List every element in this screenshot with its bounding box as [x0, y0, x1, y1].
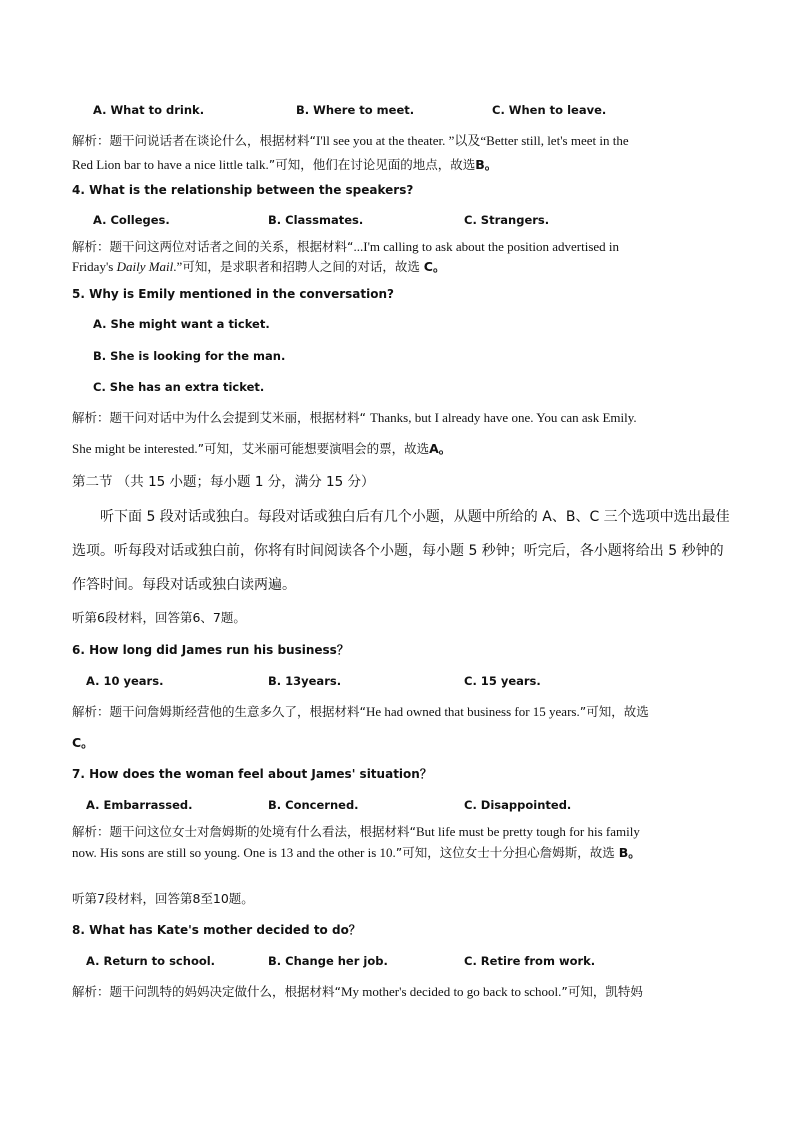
q4-question: 4. What is the relationship between the speakers? [72, 183, 414, 197]
q8-option-b[interactable]: B. Change her job. [268, 954, 388, 968]
explanation-text: 解析：题干问对话中为什么会提到艾米丽，根据材料“ [72, 410, 370, 425]
quoted-material: My mother's decided to go back to school. [340, 984, 562, 999]
explanation-text: 解析：题干问詹姆斯经营他的生意多久了，根据材料“ [72, 704, 366, 719]
quoted-material: He had owned that business for 15 years. [365, 704, 580, 719]
q5-explanation-line-1 [72, 410, 637, 426]
quoted-material: now. His sons are still so young. One is 13 and the other is 10. [72, 845, 396, 860]
answer-letter: B。 [618, 845, 641, 860]
q5-explanation-line-2 [72, 441, 451, 457]
explanation-text: 解析：题干问这位女士对詹姆斯的处境有什么看法，根据材料“ [72, 824, 416, 839]
explanation-text: ”可知，故选 [579, 704, 649, 719]
q4-option-c[interactable]: C. Strangers. [464, 213, 550, 227]
quoted-material: Red Lion bar to have a nice little talk. [72, 157, 269, 172]
section-2-instructions-line-2: 选项。听每段对话或独白前，你将有时间阅读各个小题，每小题 5 秒钟；听完后，各小题将给出 5 秒钟的 [72, 543, 724, 559]
q3-explanation-line-1 [72, 133, 629, 149]
q7-explanation-line-1 [72, 824, 640, 840]
q4-option-a[interactable]: A. Colleges. [93, 213, 170, 227]
quoted-material: But life must be pretty tough for his family [415, 824, 640, 839]
section-2-instructions-line-1: 听下面 5 段对话或独白。每段对话或独白后有几个小题，从题中所给的 A、B、C 三个选项中选出最佳 [100, 509, 730, 525]
answer-letter: A。 [429, 441, 452, 456]
explanation-text: ”可知，他们在讨论见面的地点，故选 [268, 157, 476, 172]
q5-option-a[interactable]: A. She might want a ticket. [93, 317, 270, 331]
q7-option-b[interactable]: B. Concerned. [268, 798, 359, 812]
q5-option-c[interactable]: C. She has an extra ticket. [93, 380, 265, 394]
q6-explanation-line-1 [72, 704, 649, 720]
explanation-text: ”可知，凯特妈 [561, 984, 643, 999]
q4-explanation-line-1 [72, 239, 619, 255]
newspaper-title: Daily Mail [116, 259, 174, 274]
q6-explanation-line-2 [72, 735, 94, 751]
q4-option-b[interactable]: B. Classmates. [268, 213, 364, 227]
q7-question: 7. How does the woman feel about James' situation？ [72, 767, 432, 781]
explanation-text: 解析：题干问凯特的妈妈决定做什么，根据材料“ [72, 984, 341, 999]
explanation-text: 解析：题干问说话者在谈论什么，根据材料“ [72, 133, 316, 148]
explanation-text: 解析：题干问这两位对话者之间的关系，根据材料“ [72, 239, 354, 254]
q7-explanation-line-2 [72, 845, 641, 861]
q6-question: 6. How long did James run his business？ [72, 643, 349, 657]
section-2-heading: 第二节 （共 15 小题；每小题 1 分，满分 15 分） [72, 474, 375, 490]
q8-question: 8. What has Kate's mother decided to do？ [72, 923, 361, 937]
q3-explanation-line-2 [72, 157, 497, 173]
material-6-heading: 听第6段材料，回答第6、7题。 [72, 610, 246, 625]
q8-explanation-line-1 [72, 984, 643, 1000]
explanation-text: ”可知，这位女士十分担心詹姆斯，故选 [395, 845, 619, 860]
quoted-material: ...I'm calling to ask about the position advertised in [353, 239, 620, 254]
explanation-text: 可知，是求职者和招聘人之间的对话，故选 [182, 259, 424, 274]
q7-option-a[interactable]: A. Embarrassed. [86, 798, 193, 812]
answer-letter: C。 [72, 735, 94, 750]
q6-option-c[interactable]: C. 15 years. [464, 674, 541, 688]
q6-option-a[interactable]: A. 10 years. [86, 674, 164, 688]
q8-option-a[interactable]: A. Return to school. [86, 954, 216, 968]
q5-option-b[interactable]: B. She is looking for the man. [93, 349, 286, 363]
answer-letter: C。 [423, 259, 446, 274]
q3-option-c[interactable]: C. When to leave. [492, 103, 607, 117]
quoted-material: I'll see you at the theater. ”以及“Better still, let's meet in the [315, 133, 629, 148]
q7-option-c[interactable]: C. Disappointed. [464, 798, 572, 812]
q6-option-b[interactable]: B. 13years. [268, 674, 342, 688]
quoted-material: Friday's [72, 259, 117, 274]
material-7-heading: 听第7段材料，回答第8至10题。 [72, 891, 254, 906]
quoted-material: She might be interested. [72, 441, 198, 456]
quoted-material: Thanks, but I already have one. You can ask Emily. [369, 410, 637, 425]
q4-explanation-line-2 [72, 259, 445, 275]
explanation-text: ”可知，艾米丽可能想要演唱会的票，故选 [197, 441, 430, 456]
quoted-material: .” [173, 259, 183, 274]
q3-option-a[interactable]: A. What to drink. [93, 103, 205, 117]
answer-letter: B。 [475, 157, 498, 172]
q3-option-b[interactable]: B. Where to meet. [296, 103, 415, 117]
section-2-instructions-line-3: 作答时间。每段对话或独白读两遍。 [72, 577, 296, 593]
q8-option-c[interactable]: C. Retire from work. [464, 954, 596, 968]
q5-question: 5. Why is Emily mentioned in the conversation? [72, 287, 395, 301]
